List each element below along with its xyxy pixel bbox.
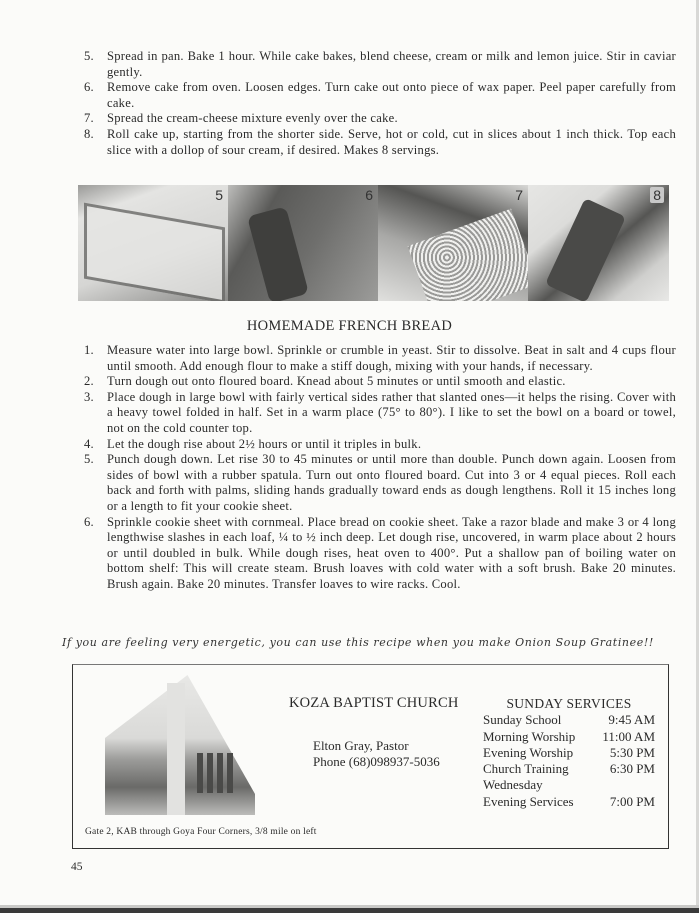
step-number: 8.	[84, 126, 94, 141]
bread-step	[84, 437, 676, 453]
step-number: 6.	[84, 514, 94, 529]
page-edge-bottom	[0, 908, 699, 913]
service-time: 7:00 PM	[609, 793, 655, 809]
window	[207, 753, 213, 793]
step-text: Sprinkle cookie sheet with cornmeal. Place bread on cookie sheet. Take a razor blade and make 3 or 4 long lengthwise slashes in each loaf, ¼ to ½ inch deep. Let dough rise, uncovered, in warm place about 2 hours or until doubled in bulk. While dough rises, heat oven to 400°. Put a shallow pan of boiling water on bottom shelf: This will create steam. Brush loaves with cold water with a soft brush. Bake 20 minutes. Brush again. Bake 20 minutes. Transfer loaves to wire racks. Cool.	[107, 514, 676, 591]
services-title: SUNDAY SERVICES	[506, 696, 632, 711]
photo-label: 8	[650, 187, 664, 203]
window	[197, 753, 203, 793]
bread-step	[84, 452, 676, 514]
cake-step	[84, 80, 676, 111]
step-text: Remove cake from oven. Loosen edges. Turn cake out onto piece of wax paper. Peel paper carefully from cake.	[107, 80, 676, 110]
step-number: 1.	[84, 343, 94, 357]
church-photo	[105, 675, 255, 815]
bread-step	[84, 390, 676, 437]
cake-step	[84, 127, 676, 158]
service-time: 9:45 AM	[608, 712, 655, 728]
service-row	[483, 777, 655, 793]
step-number: 7.	[84, 111, 94, 126]
step-number: 6.	[84, 80, 94, 95]
step-text: Punch dough down. Let rise 30 to 45 minutes or until more than double. Punch down again. Loosen from sides of bowl with a rubber spatula. Turn out onto floured board. Cut into 3 or 4 equal pieces. Roll each back and forth with palms, sliding hands gradually toward ends as dough lengthens. Roll it 15 inches long or a length to fit your cookie sheet.	[107, 452, 676, 513]
photo-strip	[78, 185, 669, 301]
step-number: 5.	[84, 49, 94, 63]
photo-label: 5	[215, 187, 223, 203]
service-row	[483, 729, 655, 745]
cake-step	[84, 111, 676, 127]
step-number: 3.	[84, 389, 94, 404]
filling-image	[408, 209, 528, 301]
step-text: Spread in pan. Bake 1 hour. While cake bakes, blend cheese, cream or milk and lemon juice. Stir in caviar gently.	[107, 49, 676, 79]
phone-number: Phone (68)098937-5036	[313, 754, 440, 769]
services-schedule	[483, 696, 655, 810]
service-name: Wednesday	[483, 777, 543, 793]
directions: Gate 2, KAB through Goya Four Corners, 3/8 mile on left	[85, 827, 317, 837]
pastor-info	[313, 738, 440, 770]
step-text: Let the dough rise about 2½ hours or until it triples in bulk.	[107, 436, 422, 451]
step-number: 2.	[84, 374, 94, 389]
bread-step	[84, 515, 676, 593]
service-name: Sunday School	[483, 712, 562, 728]
pastor-name: Elton Gray, Pastor	[313, 738, 409, 753]
service-row	[483, 712, 655, 728]
service-time: 6:30 PM	[609, 761, 655, 777]
service-row	[483, 794, 655, 810]
baking-pan-image	[84, 203, 225, 301]
handwritten-note: If you are feeling very energetic, you can use this recipe when you make Onion Soup Gratinee!!	[62, 636, 654, 649]
page-number: 45	[71, 861, 83, 873]
church-tower	[167, 683, 185, 815]
service-row	[483, 745, 655, 761]
rolled-cake-image	[545, 198, 626, 301]
step-text: Roll cake up, starting from the shorter side. Serve, hot or cold, cut in slices about 1 inch thick. Top each slice with a dollop of sour cream, if desired. Makes 8 servings.	[107, 126, 676, 157]
photo-label: 7	[515, 187, 523, 203]
step-number: 4.	[84, 436, 94, 451]
cake-image	[247, 206, 309, 301]
service-name: Evening Services	[483, 793, 574, 809]
photo-step-5	[78, 185, 228, 301]
service-time: 11:00 AM	[602, 728, 655, 744]
service-time: 5:30 PM	[609, 744, 655, 760]
window	[227, 753, 233, 793]
church-advertisement	[72, 664, 669, 849]
photo-label: 6	[365, 187, 373, 203]
service-name: Evening Worship	[483, 744, 574, 760]
photo-step-6	[228, 185, 378, 301]
step-text: Place dough in large bowl with fairly vertical sides rather that slanted ones—it helps the rising. Cover with a heavy towel folded in half. Set in a warm place (75° to 80°). I like to set the bowl on a board or towel, not on the cold counter top.	[107, 389, 676, 435]
step-text: Spread the cream-cheese mixture evenly over the cake.	[107, 111, 398, 126]
step-text: Measure water into large bowl. Sprinkle or crumble in yeast. Stir to dissolve. Beat in salt and 4 cups flour until smooth. Add enough flour to make a stiff dough, mixing with your hands, if necessary.	[107, 343, 676, 373]
photo-step-7	[378, 185, 528, 301]
cake-recipe-steps	[84, 49, 676, 158]
photo-step-8	[528, 185, 669, 301]
recipe-title: HOMEMADE FRENCH BREAD	[246, 318, 453, 334]
service-row	[483, 761, 655, 777]
bread-step	[84, 374, 676, 390]
cake-step	[84, 49, 676, 80]
step-text: Turn dough out onto floured board. Knead about 5 minutes or until smooth and elastic.	[107, 374, 566, 389]
step-number: 5.	[84, 452, 94, 467]
service-name: Morning Worship	[483, 728, 576, 744]
window	[217, 753, 223, 793]
bread-recipe-steps	[84, 343, 676, 593]
church-name: KOZA BAPTIST CHURCH	[289, 695, 459, 711]
bread-step	[84, 343, 676, 374]
service-name: Church Training	[483, 761, 569, 777]
